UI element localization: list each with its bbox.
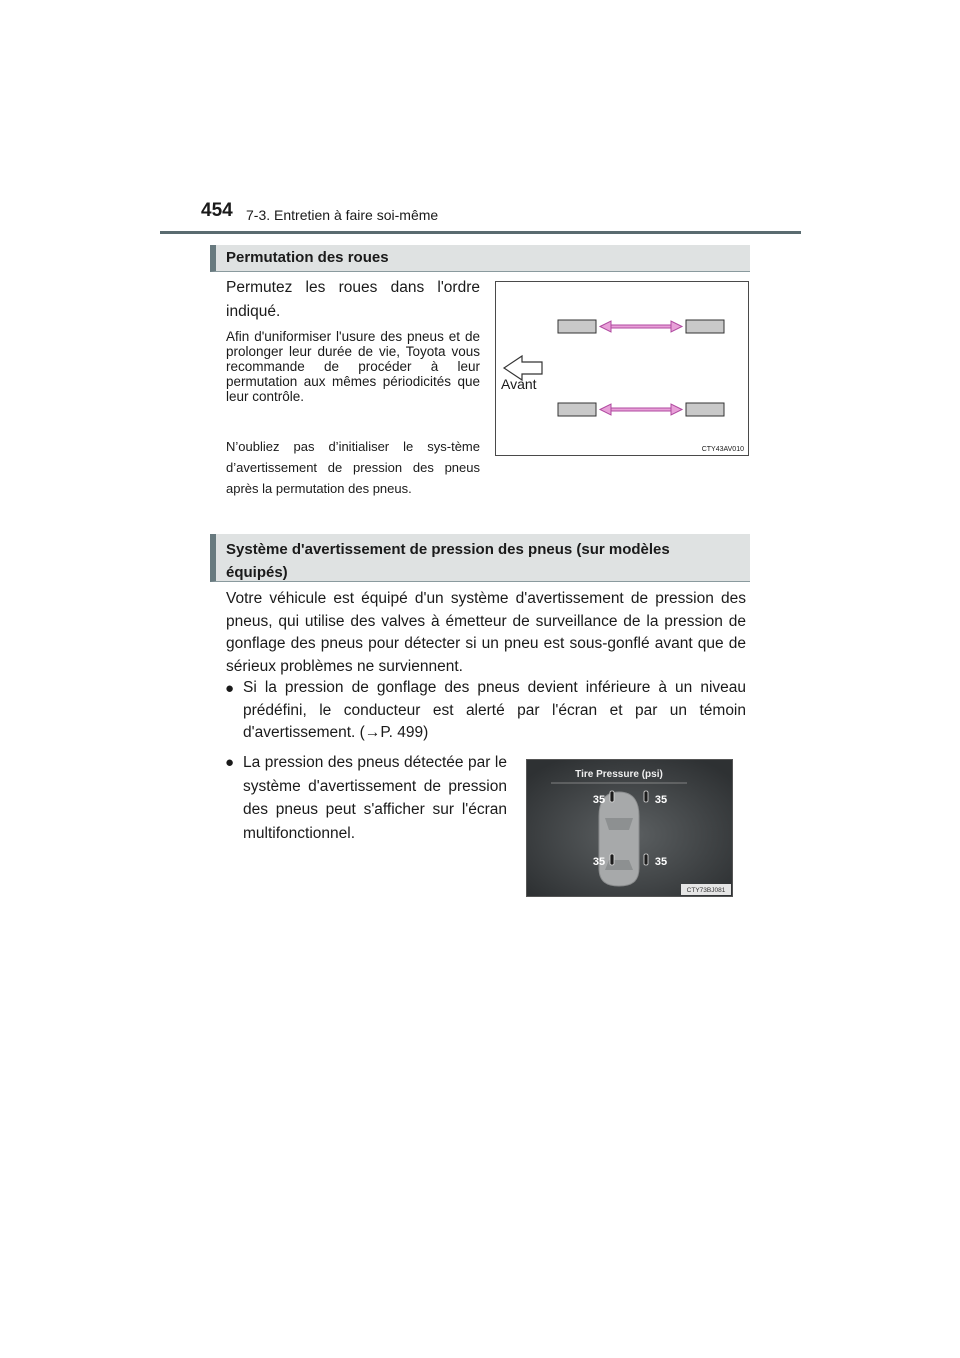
tire-rear-right-icon — [686, 403, 724, 416]
display-code: CTY73BJ081 — [686, 887, 726, 894]
tire-icon — [610, 791, 614, 802]
figure-code: CTY43AV010 — [701, 446, 744, 453]
pressure-rear-right: 35 — [654, 856, 668, 868]
bullet-icon: ● — [225, 754, 235, 771]
rotation-diagram — [496, 282, 748, 455]
car-silhouette-icon — [599, 792, 639, 886]
pressure-front-right: 35 — [654, 794, 668, 806]
tire-front-right-icon — [558, 403, 596, 416]
tire-rear-left-icon — [686, 320, 724, 333]
chapter-title: 7-3. Entretien à faire soi-même — [246, 207, 439, 223]
rotation-intro: Permutez les roues dans l'ordre indiqué. — [226, 279, 480, 320]
tpms-intro: Votre véhicule est équipé d'un système d'avertissement de pression des pneus, qui utilise des valves à émetteur de surveillance de la pression de gonflage des pneus pour détecter si un pneu est sous-gonflé avant que de sérieux problèmes ne surviennent. — [226, 590, 746, 675]
rotation-note-2: N’oubliez pas d’initialiser le sys-tème d’avertissement de pression des pneus après la permutation des pneus. — [226, 439, 480, 496]
tire-icon — [644, 854, 648, 865]
section-heading-tpms-line1: Système d'avertissement de pression des pneus (sur modèles — [226, 541, 670, 558]
section-heading-tpms-line2: équipés) — [226, 564, 288, 581]
swap-arrow-top-icon — [600, 321, 682, 332]
tire-rotation-figure — [495, 281, 749, 456]
tire-icon — [610, 854, 614, 865]
tire-pressure-display-figure — [526, 759, 733, 897]
rotation-note-1: Afin d'uniformiser l'usure des pneus et de prolonger leur durée de vie, Toyota vous recommande de procéder à leur permutation aux mêmes périodicités que leur contrôle. — [226, 329, 480, 404]
tpms-bullet-2: La pression des pneus détectée par le système d'avertissement de pression des pneus peut s'afficher sur l'écran multifonctionnel. — [243, 754, 507, 842]
tire-icon — [644, 791, 648, 802]
tpms-bullet-1: Si la pression de gonflage des pneus devient inférieure à un niveau prédéfini, le conducteur est alerté par l'écran et par un témoin d'avertissement. (→P. 499) — [243, 679, 746, 741]
tire-front-left-icon — [558, 320, 596, 333]
bullet-icon: ● — [225, 680, 235, 697]
pressure-front-left: 35 — [592, 794, 606, 806]
section-heading-tpms — [210, 534, 750, 582]
display-title: Tire Pressure (psi) — [575, 769, 663, 780]
page-number: 454 — [201, 200, 233, 221]
pressure-rear-left: 35 — [592, 856, 606, 868]
header-rule — [160, 231, 801, 234]
swap-arrow-bottom-icon — [600, 404, 682, 415]
front-label: Avant — [501, 376, 537, 392]
section-heading-tire-rotation: Permutation des roues — [210, 245, 750, 272]
